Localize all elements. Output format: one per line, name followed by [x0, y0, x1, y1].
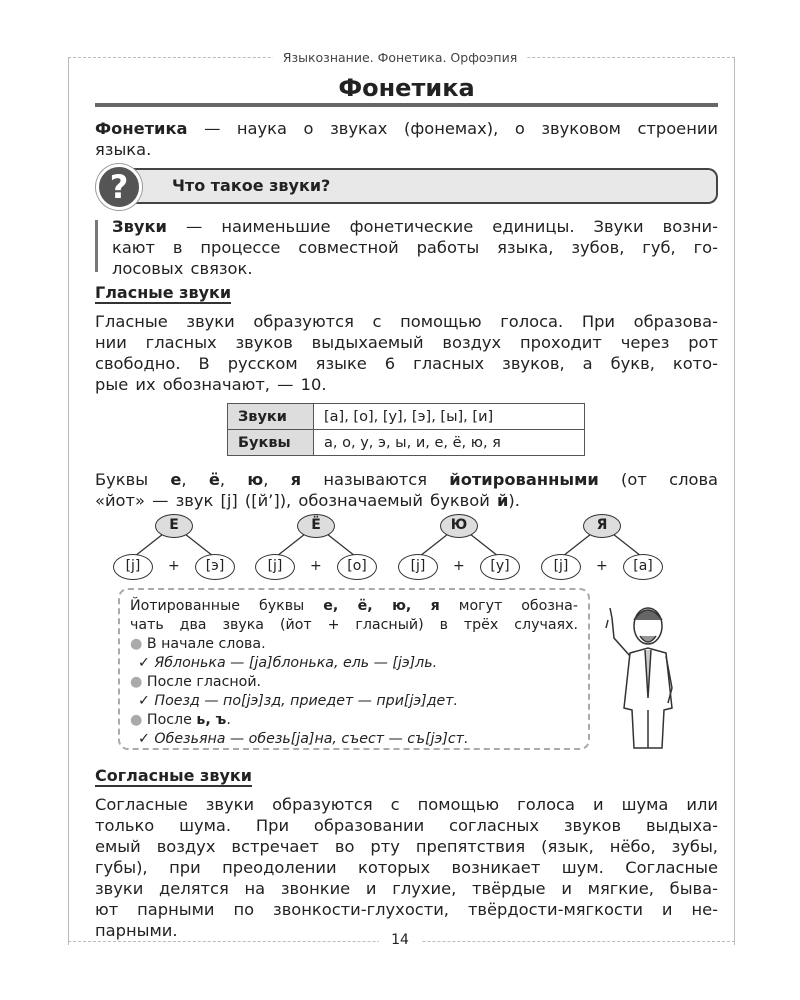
check-icon: ✓: [138, 693, 150, 709]
vowels-line: свободно. В русском языке 6 гласных звуков, а букв, кото-: [95, 354, 718, 373]
vowels-line: Гласные звуки образуются с помощью голоса. При образова-: [95, 312, 718, 331]
text: Йотированные буквы: [130, 598, 324, 614]
sound-bubble: [j]: [255, 554, 295, 580]
example: Яблонька — [ja]блонька, ель — [jэ]ль.: [154, 655, 438, 671]
letters: е, ё, ю, я: [323, 598, 440, 614]
vowels-line: нии гласных звуков выдыхаемый воздух проходит через рот: [95, 333, 718, 352]
letter-bubble: Ё: [297, 514, 335, 538]
definition-line: лосовых связок.: [112, 259, 253, 278]
case-example: [138, 730, 468, 749]
note-line: [130, 597, 578, 616]
iotated-line: [95, 469, 718, 490]
case-example: [138, 654, 437, 673]
sound-bubble: [о]: [337, 554, 377, 580]
bullet-icon: ●: [130, 674, 143, 690]
title-rule: [95, 103, 718, 107]
consonants-line: звуки делятся на звонкие и глухие, твёрдые и мягкие, быва-: [95, 879, 718, 898]
text: ,: [263, 470, 291, 489]
table-row: [228, 430, 585, 456]
plus-sign: +: [168, 558, 180, 574]
letter-bubble: Ю: [440, 514, 478, 538]
consonants-line: губы), при преодолении которых возникает шум. Согласные: [95, 858, 718, 877]
running-header-text: Языкознание. Фонетика. Орфоэпия: [273, 50, 527, 65]
letter: е: [170, 470, 182, 489]
case-example: [138, 692, 458, 711]
plus-sign: +: [453, 558, 465, 574]
text: ,: [219, 470, 248, 489]
row-label: Звуки: [228, 404, 314, 430]
definition-line: кают в процессе совместной работы языка, зубов, губ, го-: [112, 238, 718, 257]
sound-bubble: [а]: [623, 554, 663, 580]
sound-bubble: [j]: [113, 554, 153, 580]
letter-diagram: [398, 512, 523, 582]
example: Обезьяна — обезь[ja]на, съест — съ[jэ]ст.: [154, 731, 469, 747]
teacher-illustration: [600, 598, 695, 753]
definition-line: [112, 216, 718, 237]
consonants-heading: Согласные звуки: [95, 766, 252, 785]
plus-sign: +: [310, 558, 322, 574]
text: После гласной.: [146, 674, 262, 690]
question-mark-icon: ?: [96, 164, 142, 210]
sound-bubble: [э]: [195, 554, 235, 580]
vowels-table: [227, 403, 585, 456]
letter-diagram: [541, 512, 666, 582]
consonants-line: Согласные звуки образуются с помощью голоса и шума или: [95, 795, 718, 814]
consonants-line: емый воздух встречает во рту препятствия (язык, нёбо, зубы,: [95, 837, 718, 856]
bullet-icon: ●: [130, 636, 143, 652]
row-value: а, о, у, э, ы, и, е, ё, ю, я: [314, 430, 585, 456]
example: Поезд — по[jэ]зд, приедет — при[jэ]дет.: [154, 693, 459, 709]
letter: й: [496, 491, 509, 510]
vowels-line: рые их обозначают, — 10.: [95, 375, 327, 394]
letter: ё: [208, 470, 220, 489]
letter-diagram: [113, 512, 238, 582]
text: После: [146, 712, 197, 728]
row-value: [а], [о], [у], [э], [ы], [и]: [314, 404, 585, 430]
text: Буквы: [95, 470, 171, 489]
definition-bar: [95, 220, 98, 272]
text: могут обозна-: [439, 598, 578, 614]
letter-bubble: Е: [155, 514, 193, 538]
text: .: [226, 712, 231, 728]
text: ).: [508, 491, 520, 510]
intro-line: языка.: [95, 140, 152, 159]
iotated-line: [95, 490, 718, 511]
page-number-text: 14: [379, 932, 421, 948]
letter-bubble: Я: [583, 514, 621, 538]
case-rule: [130, 635, 266, 654]
consonants-line: ют парными по звонкости-глухости, твёрдости-мягкости и не-: [95, 900, 718, 919]
text: В начале слова.: [146, 636, 266, 652]
letter-diagram: [255, 512, 380, 582]
iotated-term: йотированными: [449, 470, 599, 489]
vowels-heading: Гласные звуки: [95, 283, 232, 302]
text: (от слова: [598, 470, 719, 489]
page-title: Фонетика: [338, 74, 475, 102]
consonants-line: парными.: [95, 921, 178, 940]
row-label: Буквы: [228, 430, 314, 456]
intro-term: Фонетика: [95, 119, 188, 138]
letter: ю: [247, 470, 264, 489]
case-rule: [130, 673, 261, 692]
sound-bubble: [j]: [541, 554, 581, 580]
note-line: чать два звука (йот + гласный) в трёх случаях.: [130, 617, 578, 633]
sound-bubble: [j]: [398, 554, 438, 580]
running-header: [0, 50, 800, 65]
definition-term: Звуки: [112, 217, 167, 236]
question-text: Что такое звуки?: [172, 176, 331, 195]
page-number: [0, 932, 800, 948]
check-icon: ✓: [138, 655, 150, 671]
bullet-icon: ●: [130, 712, 143, 728]
check-icon: ✓: [138, 731, 150, 747]
letters: ь, ъ: [196, 712, 227, 728]
plus-sign: +: [596, 558, 608, 574]
text: ,: [181, 470, 209, 489]
intro-text: — наука о звуках (фонемах), о звуковом строении: [187, 119, 718, 138]
text: называются: [301, 470, 450, 489]
definition-text: — наименьшие фонетические единицы. Звуки возни-: [166, 217, 718, 236]
text: «йот» — звук [j] ([й’]), обозначаемый буквой: [95, 491, 497, 510]
sound-bubble: [у]: [480, 554, 520, 580]
consonants-line: только шума. При образовании согласных звуков выдыха-: [95, 816, 718, 835]
case-rule: [130, 711, 231, 730]
letter: я: [290, 470, 302, 489]
intro-line: [95, 118, 718, 139]
table-row: [228, 404, 585, 430]
